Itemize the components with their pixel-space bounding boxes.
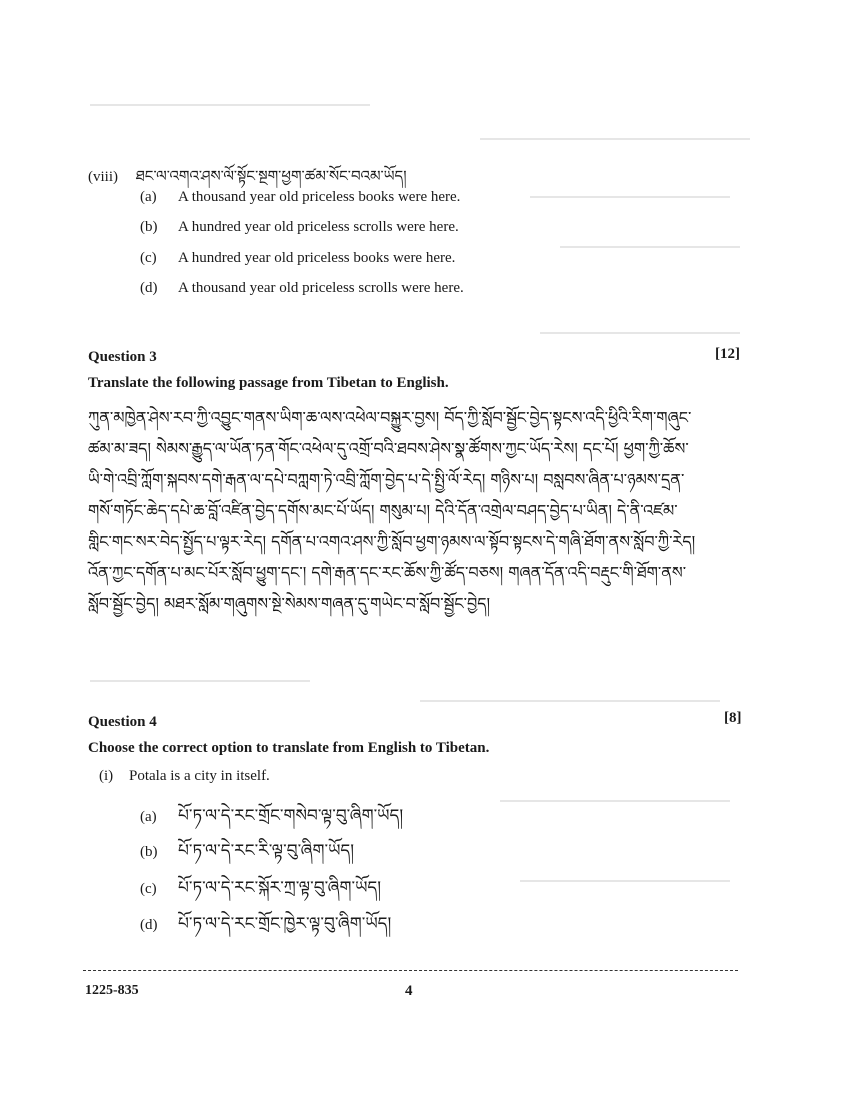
option-label: (b)	[140, 844, 158, 860]
bleed-through-line	[500, 800, 730, 802]
option-tibetan: པོ་ཏ་ལ་དེ་རང་གྲོང་གསེབ་ལྟ་བུ་ཞིག་ཡོད།	[178, 806, 404, 826]
question-3-marks: [12]	[715, 346, 740, 362]
option-text: A thousand year old priceless books were here.	[178, 189, 461, 205]
bleed-through-line	[90, 104, 370, 106]
option-text: A thousand year old priceless scrolls were here.	[178, 280, 464, 296]
option-label: (b)	[140, 219, 158, 235]
option-a	[140, 189, 460, 206]
option-tibetan: པོ་ཏ་ལ་དེ་རང་གྲོང་ཁྱེར་ལྟ་བུ་ཞིག་ཡོད།	[178, 914, 392, 934]
question-viii-tibetan: ཐང་ལ་འགའ་ཤས་ལོ་སྟོང་སྔག་ཕྱག་ཚམ་སོང་བའམ་ཡོད།	[135, 167, 407, 185]
tibetan-passage: ཀུན་མཁྱེན་ཤེས་རབ་ཀྱི་འབྱུང་གནས་ཡིག་ཆ་ལས་འཕེལ་བསྐྱུར་བྱས། བོད་ཀྱི་སློབ་སྦྱོང་བྱེད་སྟངས་འདི་ཕྱིའི་རིག་གཞུང་ཚམ་མ་ཟད། སེམས་རྒྱུད་ལ་ཡོན་ཏན་གོང་འཕེལ་དུ་འགྲོ་བའི་ཐབས་ཤེས་སྣ་ཚོགས་ཀྱང་ཡོད་རེས། དང་པོ། ཕྱག་ཀྱི་ཆོས་ཡི་གེ་འབྲི་ཀློག་སྐབས་དགེ་རྒན་ལ་དཔེ་བཀླག་ཏེ་འབྲི་ཀློག་བྱེད་པ་དེ་སྤྱི་ལོ་རེད། གཉིས་པ། བསླབས་ཞིན་པ་ཉམས་དྲན་གསོ་གཏོང་ཆེད་དཔེ་ཆ་བློ་འཛིན་བྱེད་དགོས་མང་པོ་ཡོད། གསུམ་པ། དེའི་དོན་འགྲེལ་བཤད་བྱེད་པ་ཡིན། དེ་ནི་འཛམ་གླིང་གང་སར་བེད་སྤྱོད་པ་ལྟར་རེད། དགོན་པ་འགའ་ཤས་ཀྱི་སློབ་ཕྱག་ཉམས་ལ་སྟོབ་སྟངས་དེ་གཞི་ཐོག་ནས་སློབ་ཀྱི་རེད། འོན་ཀྱང་དགོན་པ་མང་པོར་སློབ་ཕྱུག་དང་། དགེ་རྒན་དང་རང་ཆོས་ཀྱི་ཚོད་བཅས། གཞན་དོན་འདི་བརྡུང་གི་ཐོག་ནས་སློབ་སྦྱོང་བྱེད། མཐར་སློམ་གཞུགས་སྔེ་སེམས་གཞན་དུ་གཡེང་བ་སློབ་སྦྱོང་བྱེད།	[88, 408, 696, 613]
question-3-instruction: Translate the following passage from Tibetan to English.	[88, 375, 449, 391]
bleed-through-line	[420, 700, 720, 702]
option-c	[140, 250, 455, 267]
option-d	[140, 280, 464, 297]
item-text: Potala is a city in itself.	[129, 768, 270, 784]
option-text: A hundred year old priceless scrolls were here.	[178, 219, 459, 235]
option-label: (d)	[140, 280, 158, 296]
question-4-heading: Question 4	[88, 714, 157, 730]
option-label: (a)	[140, 809, 157, 825]
option-label: (c)	[140, 250, 157, 266]
question-number: (viii)	[88, 169, 118, 185]
option-label: (c)	[140, 881, 157, 897]
bleed-through-line	[90, 680, 310, 682]
bleed-through-line	[560, 246, 740, 248]
bleed-through-line	[480, 138, 750, 140]
question-3-heading: Question 3	[88, 349, 157, 365]
page-number: 4	[405, 983, 413, 999]
option-label: (a)	[140, 189, 157, 205]
question-4-marks: [8]	[724, 710, 742, 726]
footer-divider	[83, 970, 738, 971]
bleed-through-line	[530, 196, 730, 198]
paper-code: 1225-835	[85, 983, 139, 998]
bleed-through-line	[540, 332, 740, 334]
option-text: A hundred year old priceless books were here.	[178, 250, 456, 266]
item-number: (i)	[99, 768, 114, 784]
question-4-instruction: Choose the correct option to translate from English to Tibetan.	[88, 740, 490, 756]
question-4-item-i	[99, 768, 270, 785]
option-tibetan: པོ་ཏ་ལ་དེ་རང་རི་ལྟ་བུ་ཞིག་ཡོད།	[178, 841, 355, 861]
option-b	[140, 219, 459, 236]
option-d	[140, 904, 391, 952]
option-label: (d)	[140, 917, 158, 933]
bleed-through-line	[520, 880, 730, 882]
option-tibetan: པོ་ཏ་ལ་དེ་རང་སྐོར་ཀྲ་ལྟ་བུ་ཞིག་ཡོད།	[178, 878, 382, 898]
